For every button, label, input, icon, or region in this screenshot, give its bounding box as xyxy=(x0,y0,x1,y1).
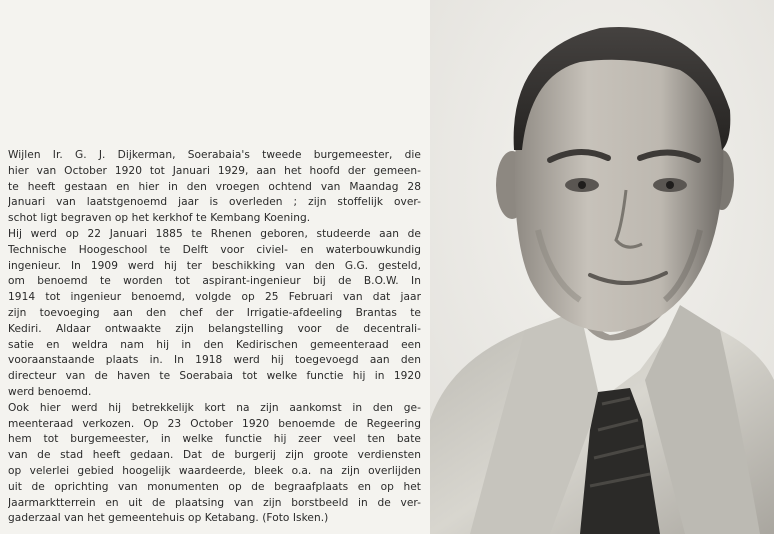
caption-paragraph-3 xyxy=(8,401,421,527)
caption-paragraph-2 xyxy=(8,227,421,401)
caption-text xyxy=(8,148,421,527)
caption-line: Hij werd op 22 Januari 1885 te Rhenen geboren, studeerde aan de xyxy=(8,227,421,240)
portrait-photo xyxy=(430,0,774,534)
caption-line: zijn toevoeging aan den chef der Irrigatie-afdeeling Brantas te xyxy=(8,306,421,319)
caption-line: ingenieur. In 1909 werd hij ter beschikking van den G.G. gesteld, xyxy=(8,259,421,272)
caption-line: directeur van de haven te Soerabaia tot welke functie hij in 1920 xyxy=(8,370,421,383)
caption-line: 1914 tot ingenieur benoemd, volgde op 25 Februari van dat jaar xyxy=(8,291,421,304)
caption-line: te heeft gestaan en hier in den vroegen ochtend van Maandag 28 xyxy=(8,180,421,193)
caption-line: gaderzaal van het gemeentehuis op Ketabang. (Foto Isken.) xyxy=(8,512,329,525)
caption-line: schot ligt begraven op het kerkhof te Kembang Koening. xyxy=(8,212,311,225)
caption-line: Wijlen Ir. G. J. Dijkerman, Soerabaia's tweede burgemeester, die xyxy=(8,149,421,161)
caption-line: Kediri. Aldaar ontwaakte zijn belangstelling voor de decentrali- xyxy=(8,322,421,335)
caption-line: om benoemd te worden tot aspirant-ingenieur bij de B.O.W. In xyxy=(8,275,421,288)
caption-line: Januari van laatstgenoemd jaar is overleden ; zijn stoffelijk over- xyxy=(8,196,421,209)
caption-line: hier van October 1920 tot Januari 1929, aan het hoofd der gemeen- xyxy=(8,164,421,177)
portrait-photo-icon xyxy=(430,0,774,534)
caption-line: Jaarmarktterrein en uit de plaatsing van zijn borstbeeld in de ver- xyxy=(8,496,421,509)
caption-line: satie en weldra nam hij in den Kedirischen gemeenteraad een xyxy=(8,338,421,351)
caption-line: uit de oprichting van monumenten op de begraafplaats en op het xyxy=(8,480,421,493)
caption-paragraph-1 xyxy=(8,148,421,227)
caption-line: werd benoemd. xyxy=(8,385,92,398)
caption-line: Ook hier werd hij betrekkelijk kort na zijn aankomst in den ge- xyxy=(8,401,421,414)
caption-line: hem tot burgemeester, in welke functie hij zeer veel ten bate xyxy=(8,433,421,446)
caption-line: meenteraad verkozen. Op 23 October 1920 benoemde de Regeering xyxy=(8,417,421,430)
caption-line: op velerlei gebied hoogelijk waardeerde, bleek o.a. na zijn overlijden xyxy=(8,464,421,477)
caption-line: vooraanstaande plaats in. In 1918 werd hij toegevoegd aan den xyxy=(8,354,421,367)
caption-line: van de stad heeft gedaan. Dat de burgerij zijn groote verdiensten xyxy=(8,449,421,462)
caption-line: Technische Hoogeschool te Delft voor civiel- en waterbouwkundig xyxy=(8,243,421,256)
